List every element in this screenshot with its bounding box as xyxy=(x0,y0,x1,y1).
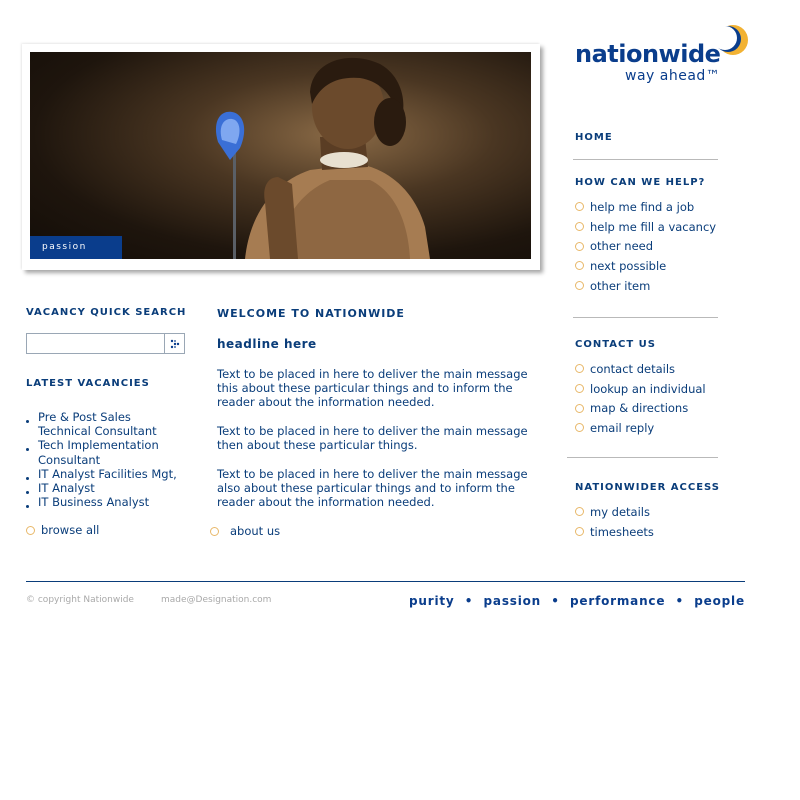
nav-divider xyxy=(573,159,718,160)
nav-item-fill-vacancy[interactable]: help me fill a vacancy xyxy=(575,217,716,237)
help-menu xyxy=(575,197,716,295)
search-input[interactable] xyxy=(27,334,164,353)
nav-item-find-job[interactable]: help me find a job xyxy=(575,197,716,217)
brand-values xyxy=(409,594,745,608)
nav-home-link[interactable]: HOME xyxy=(575,132,613,143)
ring-bullet-icon xyxy=(575,242,584,251)
vacancy-item[interactable]: IT Analyst xyxy=(26,481,196,495)
nav-divider xyxy=(573,317,718,318)
logo-tagline: way ahead™ xyxy=(625,68,721,84)
singer-illustration xyxy=(30,52,531,259)
nav-item-lookup-individual[interactable]: lookup an individual xyxy=(575,379,706,399)
copyright-text: © copyright Nationwide xyxy=(26,595,134,605)
about-us-link[interactable]: about us xyxy=(210,524,280,538)
ring-bullet-icon xyxy=(575,507,584,516)
nav-item-my-details[interactable]: my details xyxy=(575,502,654,522)
headline: headline here xyxy=(217,337,317,351)
nationwide-logo[interactable] xyxy=(575,20,755,90)
help-heading: HOW CAN WE HELP? xyxy=(575,177,706,188)
nav-item-other-item[interactable]: other item xyxy=(575,276,716,296)
hero-tag: passion xyxy=(30,236,122,259)
value-purity: purity xyxy=(409,594,455,608)
ring-bullet-icon xyxy=(575,404,584,413)
body-paragraph: Text to be placed in here to deliver the main message then about these particular things. xyxy=(217,424,528,453)
ring-bullet-icon xyxy=(575,202,584,211)
nav-divider xyxy=(567,457,718,458)
nav-item-map-directions[interactable]: map & directions xyxy=(575,398,706,418)
logo-wordmark: nationwide xyxy=(575,40,721,68)
vacancy-item[interactable]: Tech Implementation Consultant xyxy=(26,438,176,466)
nav-item-contact-details[interactable]: contact details xyxy=(575,359,706,379)
contact-heading: CONTACT US xyxy=(575,339,656,350)
vacancies-heading: LATEST VACANCIES xyxy=(26,378,150,389)
ring-bullet-icon xyxy=(575,222,584,231)
nav-item-next-possible[interactable]: next possible xyxy=(575,256,716,276)
moon-logo-icon xyxy=(718,22,748,58)
browse-all-link[interactable]: browse all xyxy=(26,523,99,537)
body-paragraph: Text to be placed in here to deliver the main message also about these particular things and to inform the reader about the information needed. xyxy=(217,467,528,510)
ring-bullet-icon xyxy=(575,527,584,536)
dot-separator-icon: • xyxy=(675,594,685,608)
body-paragraph: Text to be placed in here to deliver the main message this about these particular things and to inform the reader about the information needed. xyxy=(217,367,528,410)
arrow-go-icon xyxy=(170,339,180,349)
search-heading: VACANCY QUICK SEARCH xyxy=(26,307,187,318)
vacancy-item[interactable]: IT Business Analyst xyxy=(26,495,196,509)
value-performance: performance xyxy=(570,594,666,608)
hero-photo xyxy=(30,52,531,259)
value-passion: passion xyxy=(483,594,542,608)
nav-item-email-reply[interactable]: email reply xyxy=(575,418,706,438)
ring-bullet-icon xyxy=(210,527,219,536)
vacancy-item[interactable]: IT Analyst Facilities Mgt, xyxy=(26,467,196,481)
page-title: WELCOME TO NATIONWIDE xyxy=(217,307,405,320)
value-people: people xyxy=(694,594,745,608)
search-box xyxy=(26,333,185,354)
ring-bullet-icon xyxy=(575,384,584,393)
search-button[interactable] xyxy=(164,334,184,353)
nav-item-other-need[interactable]: other need xyxy=(575,236,716,256)
dot-separator-icon: • xyxy=(551,594,560,608)
vacancy-item[interactable]: Pre & Post Sales Technical Consultant xyxy=(26,410,176,438)
vacancies-list xyxy=(26,410,196,509)
ring-bullet-icon xyxy=(575,423,584,432)
contact-menu xyxy=(575,359,706,438)
ring-bullet-icon xyxy=(575,281,584,290)
designer-link[interactable]: made@Designation.com xyxy=(161,595,272,605)
hero-banner xyxy=(22,44,540,270)
access-heading: NATIONWIDER ACCESS xyxy=(575,482,721,493)
dot-separator-icon: • xyxy=(464,594,474,608)
access-menu xyxy=(575,502,654,541)
nav-item-timesheets[interactable]: timesheets xyxy=(575,522,654,542)
footer-divider xyxy=(26,581,745,582)
ring-bullet-icon xyxy=(26,526,35,535)
ring-bullet-icon xyxy=(575,261,584,270)
ring-bullet-icon xyxy=(575,364,584,373)
